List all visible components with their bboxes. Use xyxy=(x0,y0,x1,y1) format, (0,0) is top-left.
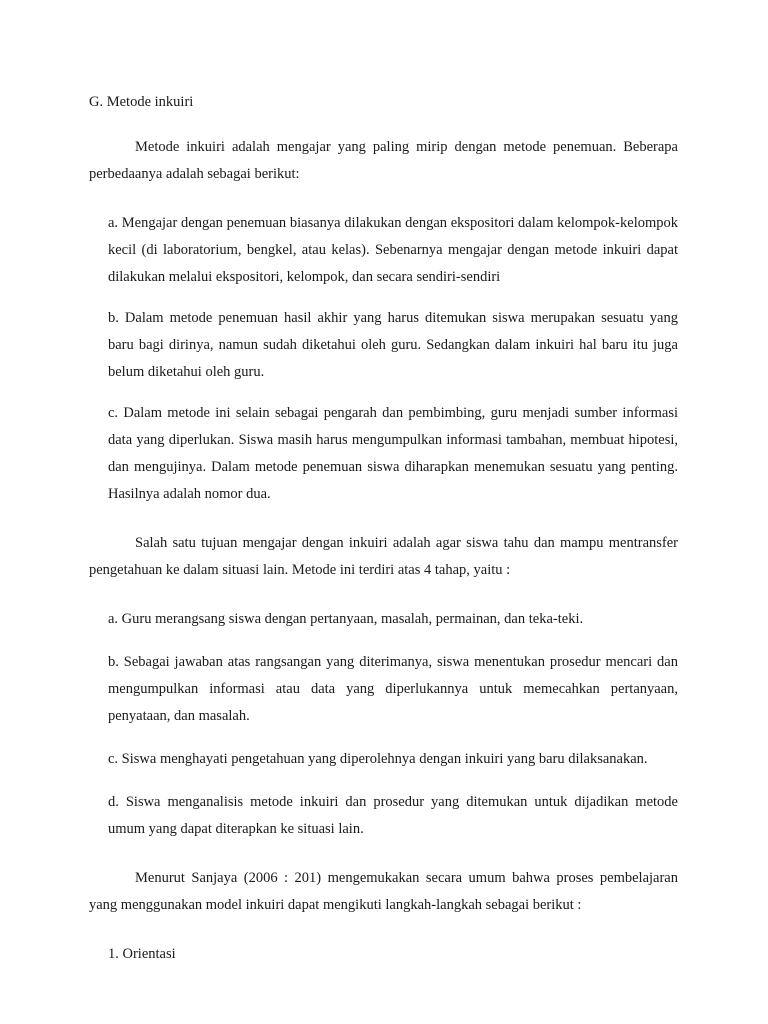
document-page xyxy=(89,92,678,982)
list-item: a. Guru merangsang siswa dengan pertanyaan, masalah, permainan, dan teka-teki. xyxy=(108,611,584,627)
list-item: c. Dalam metode ini selain sebagai pengarah dan pembimbing, guru menjadi sumber informasi data yang diperlukan. Siswa masih harus mengumpulkan informasi tambahan, membuat hipotesi, dan mengujinya. Dalam metode penemuan siswa diharapkan menemukan sesuatu yang penting. Hasilnya adalah nomor dua. xyxy=(108,405,678,502)
list-item: d. Siswa menganalisis metode inkuiri dan prosedur yang ditemukan untuk dijadikan metode umum yang dapat diterapkan ke situasi lain. xyxy=(108,794,678,837)
list-item: c. Siswa menghayati pengetahuan yang diperolehnya dengan inkuiri yang baru dilaksanakan. xyxy=(108,751,648,767)
differences-list xyxy=(89,210,678,508)
list-item: 1. Orientasi xyxy=(108,946,176,962)
goal-paragraph: Salah satu tujuan mengajar dengan inkuiri adalah agar siswa tahu dan mampu mentransfer pengetahuan ke dalam situasi lain. Metode ini terdiri atas 4 tahap, yaitu : xyxy=(89,535,678,578)
intro-paragraph: Metode inkuiri adalah mengajar yang paling mirip dengan metode penemuan. Beberapa perbedaanya adalah sebagai berikut: xyxy=(89,139,678,182)
list-item: b. Sebagai jawaban atas rangsangan yang diterimanya, siswa menentukan prosedur mencari dan mengumpulkan informasi atau data yang diperlukannya untuk memecahkan pertanyaan, penyataan, dan masalah. xyxy=(108,654,678,724)
steps-list xyxy=(89,941,678,968)
sanjaya-paragraph: Menurut Sanjaya (2006 : 201) mengemukakan secara umum bahwa proses pembelajaran yang menggunakan model inkuiri dapat mengikuti langkah-langkah sebagai berikut : xyxy=(89,870,678,913)
list-item: b. Dalam metode penemuan hasil akhir yang harus ditemukan siswa merupakan sesuatu yang baru bagi dirinya, namun sudah diketahui oleh guru. Sedangkan dalam inkuiri hal baru itu juga belum diketahui oleh guru. xyxy=(108,310,678,380)
section-heading: G. Metode inkuiri xyxy=(89,94,194,110)
stages-list xyxy=(89,606,678,843)
list-item: a. Mengajar dengan penemuan biasanya dilakukan dengan ekspositori dalam kelompok-kelompok kecil (di laboratorium, bengkel, atau kelas). Sebenarnya mengajar dengan metode inkuiri dapat dilakukan melalui ekspositori, kelompok, dan secara sendiri-sendiri xyxy=(108,215,678,285)
